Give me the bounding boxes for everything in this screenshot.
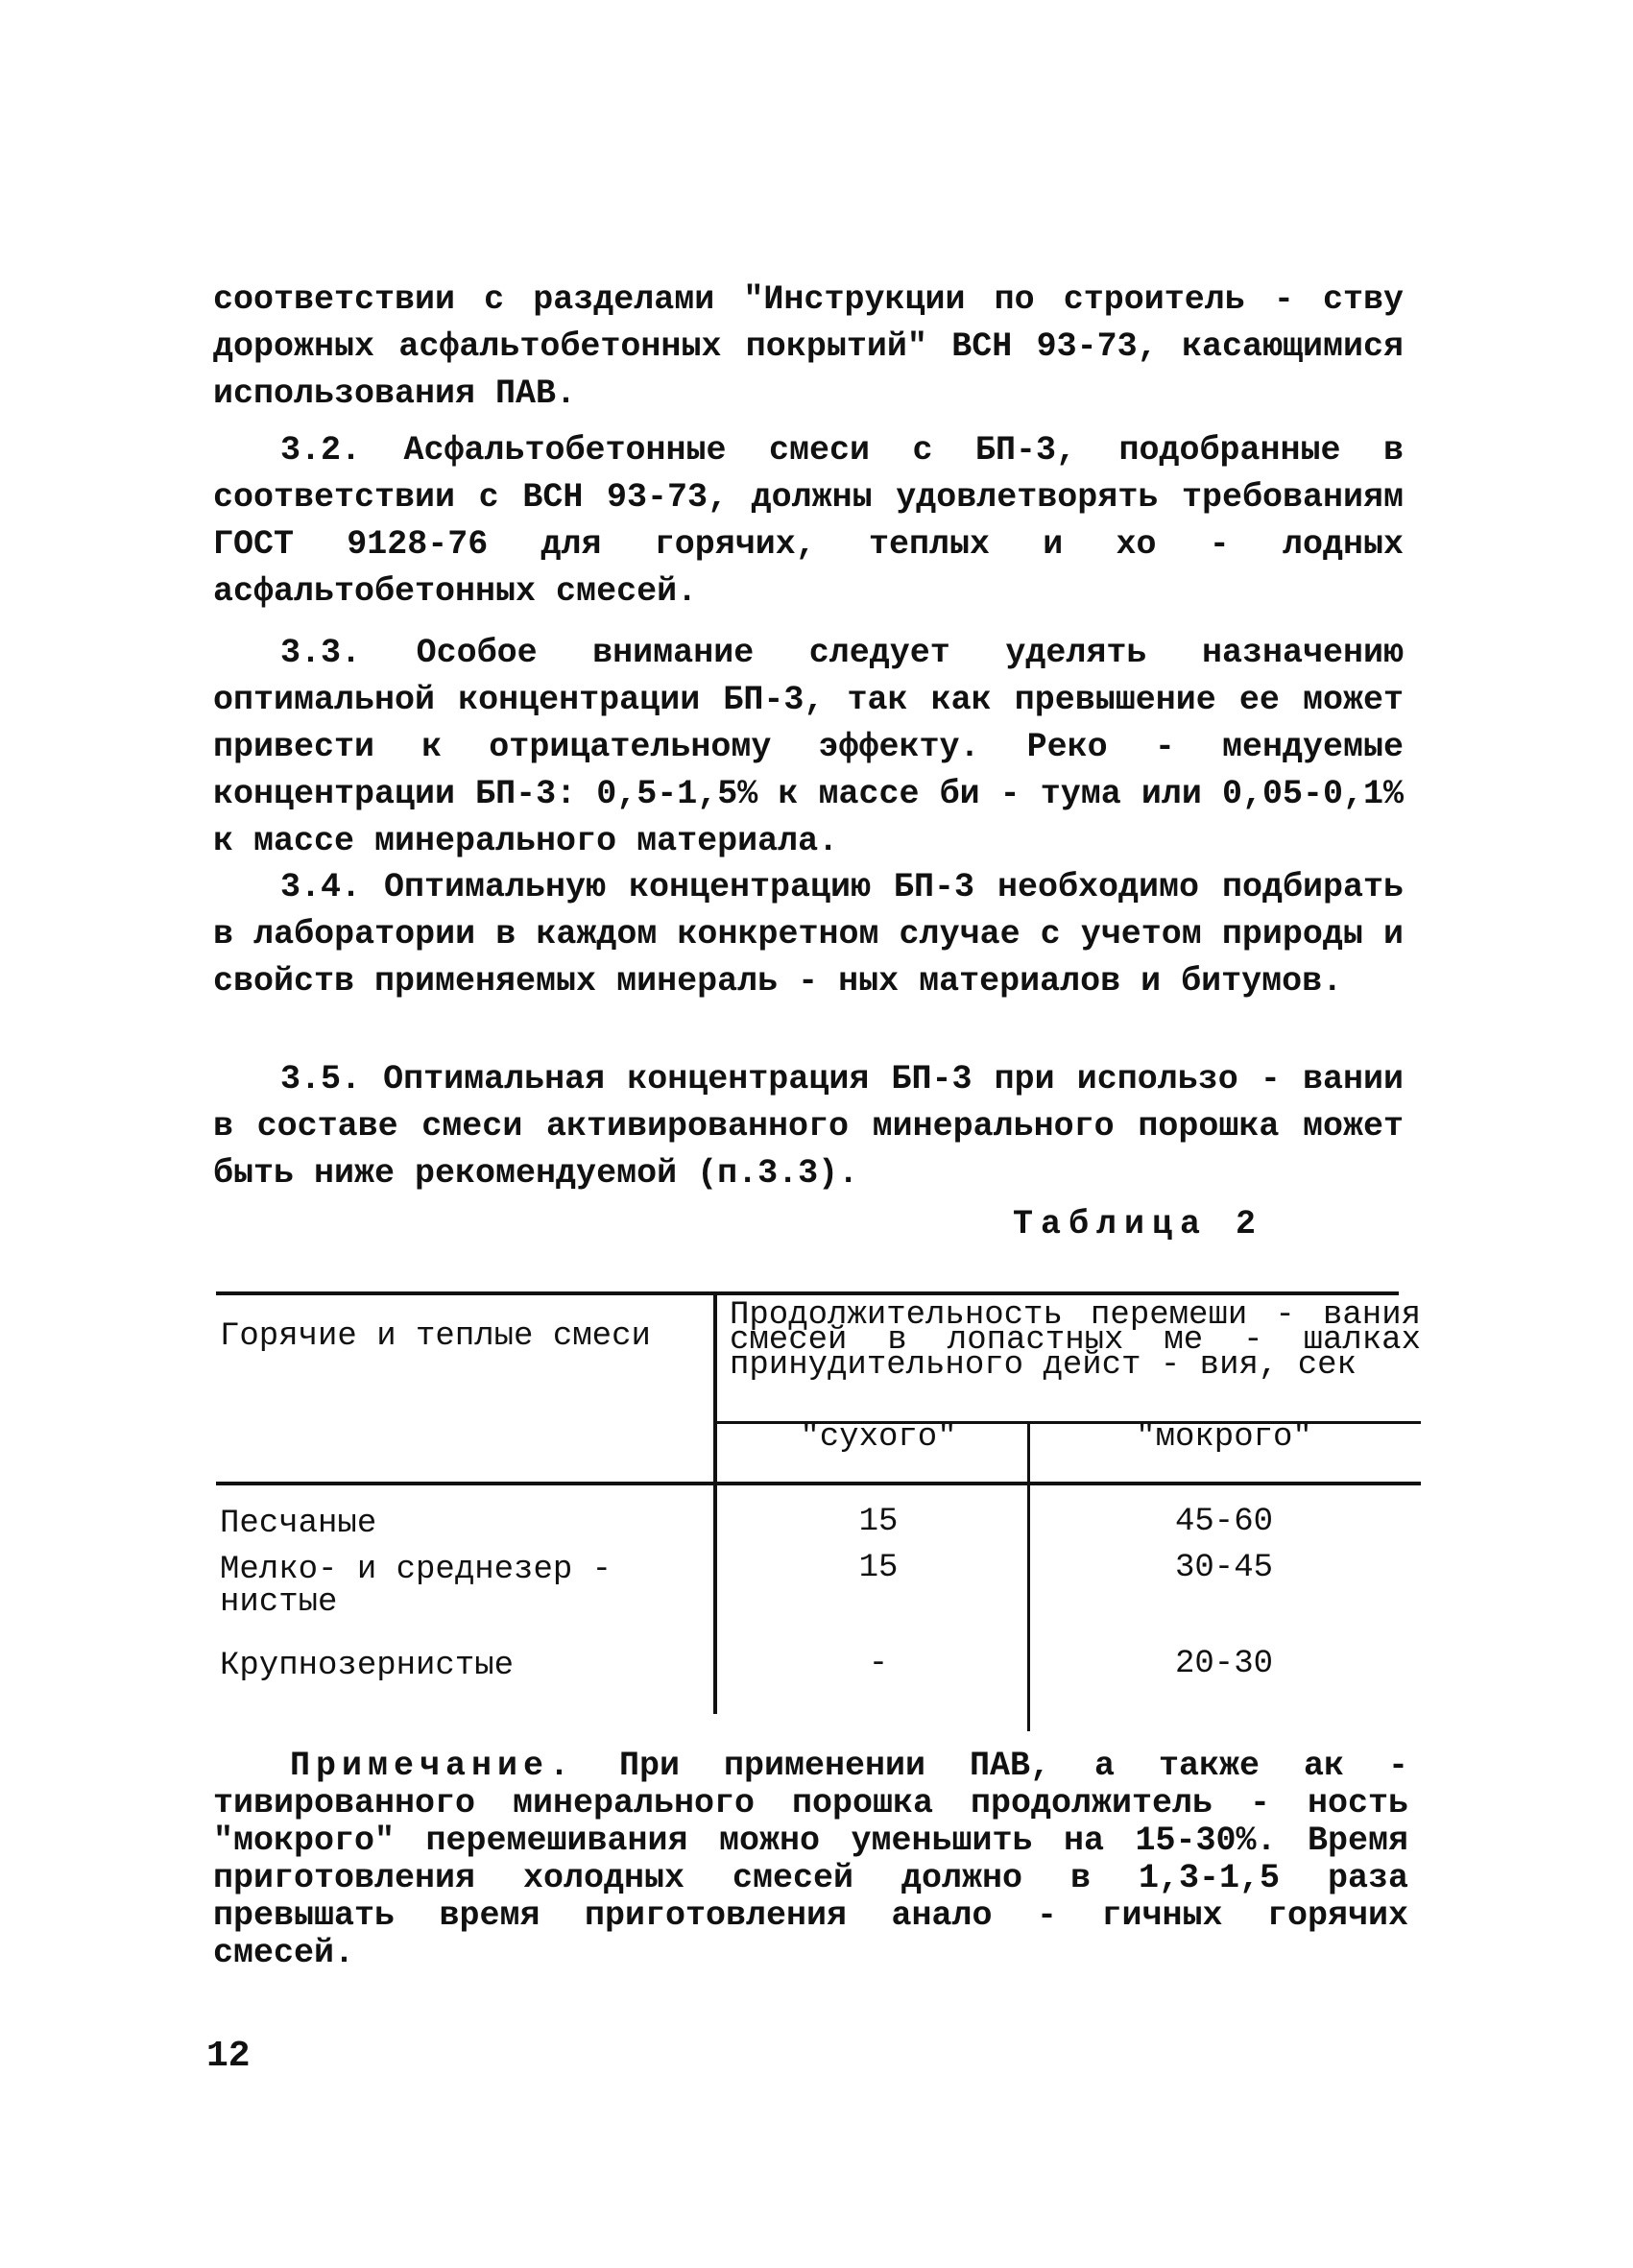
table-subcolumn-divider xyxy=(1027,1424,1030,1731)
table-row-name: Мелко- и среднезер - нистые xyxy=(220,1552,612,1621)
table-row-wet: 45-60 xyxy=(1174,1504,1274,1540)
table-row-dry: 15 xyxy=(858,1550,899,1586)
table-header-wet: "мокрого" xyxy=(1136,1419,1312,1456)
table-header-duration: Продолжительность перемеши - вания смесей в лопастных ме - шалках принудительного дейст - вия, сек xyxy=(730,1297,1421,1384)
page-number: 12 xyxy=(206,2036,251,2077)
table-column-divider xyxy=(713,1291,717,1714)
table-row-name: Песчаные xyxy=(220,1506,377,1542)
paragraph-3-5: 3.5. Оптимальная концентрация БП-3 при использо - вании в составе смеси активированного минерального порошка может быть ниже рекомендуемой (п.3.3). xyxy=(213,1060,1404,1193)
table-top-rule xyxy=(216,1291,1399,1295)
table-row-dry: 15 xyxy=(858,1504,899,1540)
table-caption: Таблица 2 xyxy=(1013,1205,1264,1243)
table-note xyxy=(213,1748,1408,1972)
table-header-mix-type: Горячие и теплые смеси xyxy=(220,1318,651,1355)
mixing-time-table xyxy=(216,1291,1421,1743)
paragraph-intro: соответствии с разделами "Инструкции по строитель - ству дорожных асфальтобетонных покрытий" ВСН 93-73, касающимися использования ПАВ. xyxy=(213,280,1404,413)
table-row-wet: 30-45 xyxy=(1174,1550,1274,1586)
note-text: При применении ПАВ, а также ак - тивированного минерального порошка продолжитель - ность "мокрого" перемешивания можно уменьшить на 15-30%. Время приготовления холодных смесей должно в 1,3-1,5 раза превышать время приготовления анало - гичных горячих смесей. xyxy=(213,1747,1408,1972)
paragraph-3-3: 3.3. Особое внимание следует уделять назначению оптимальной концентрации БП-3, так как превышение ее может привести к отрицательному эффекту. Реко - мендуемые концентрации БП-3: 0,5-1,5% к массе би - тума или 0,05-0,1% к массе минерального материала. xyxy=(213,634,1404,860)
table-header-dry: "сухого" xyxy=(800,1419,957,1456)
table-row-name: Крупнозернистые xyxy=(220,1648,515,1684)
table-row-dry: - xyxy=(868,1646,889,1682)
note-title: Примечание. xyxy=(290,1747,576,1785)
table-row-wet: 20-30 xyxy=(1174,1646,1274,1682)
table-header-rule xyxy=(216,1482,1421,1485)
paragraph-3-4: 3.4. Оптимальную концентрацию БП-3 необходимо подбирать в лаборатории в каждом конкретном случае с учетом природы и свойств применяемых минераль - ных материалов и битумов. xyxy=(213,868,1404,1001)
paragraph-3-2: 3.2. Асфальтобетонные смеси с БП-3, подобранные в соответствии с ВСН 93-73, должны удовлетворять требованиям ГОСТ 9128-76 для горячих, теплых и хо - лодных асфальтобетонных смесей. xyxy=(213,431,1404,611)
